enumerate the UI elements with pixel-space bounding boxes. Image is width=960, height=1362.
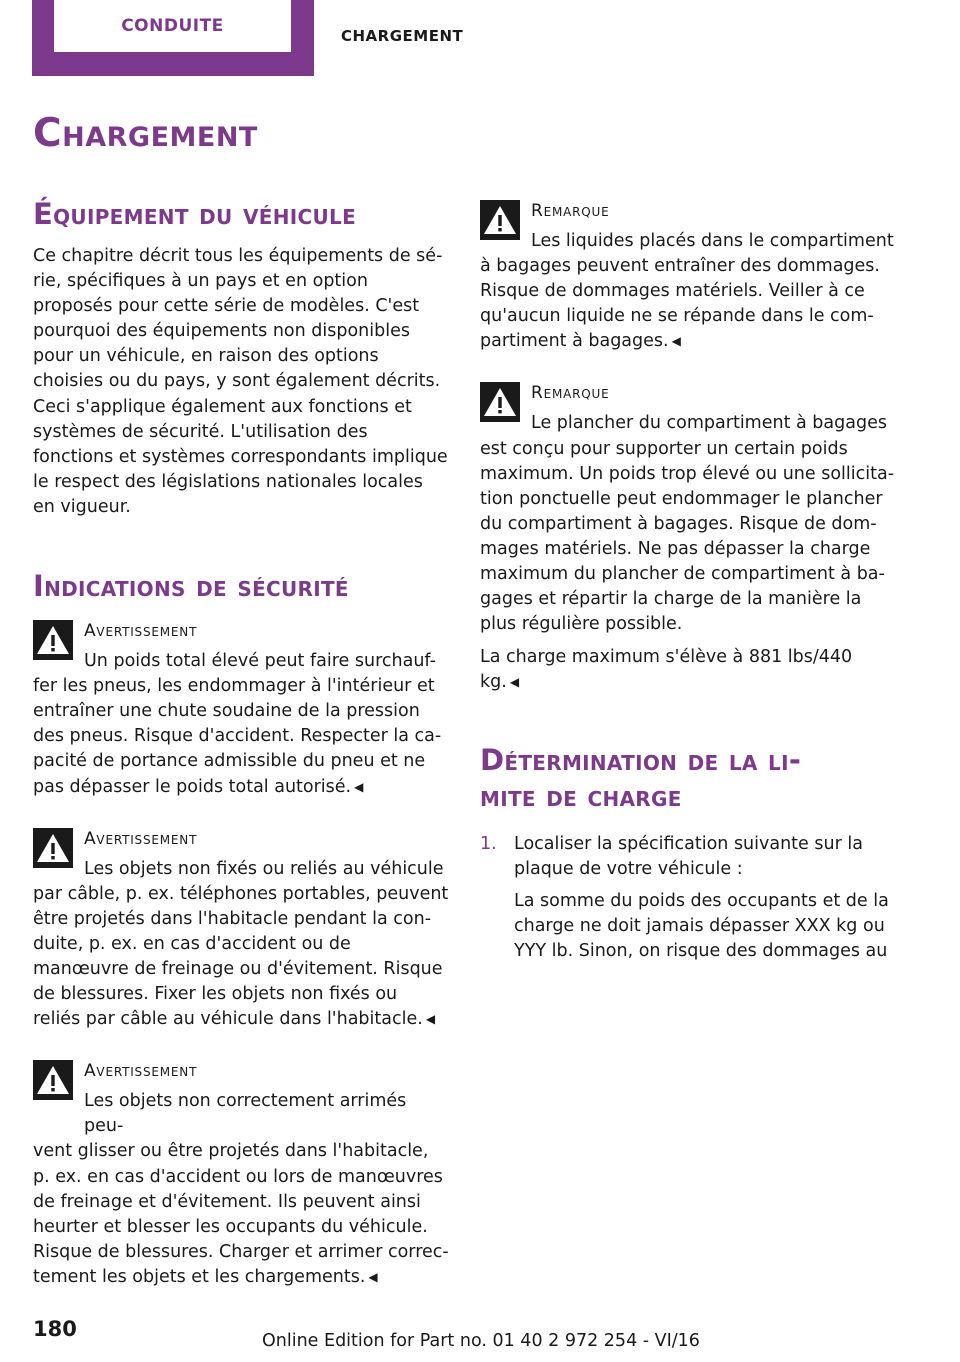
note-block (480, 380, 896, 637)
page-title: Chargement (33, 111, 258, 156)
note-text-first: Les liquides placés dans le compartiment (531, 231, 894, 251)
warning-block (33, 618, 449, 800)
note-text-first: Le plancher du compartiment à bagages (531, 413, 887, 434)
warning-block (33, 826, 449, 1033)
warning-icon (480, 382, 520, 422)
end-mark-icon: ◀ (354, 779, 364, 794)
warning-icon (33, 620, 73, 660)
list-item-subtext: La somme du poids des occupants et de la charge ne doit jamais dépasser XXX kg ou YYY lb. Sinon, on risque des dommages au (514, 890, 889, 961)
list-item (480, 832, 896, 964)
warning-label: Avertissement (84, 1061, 198, 1082)
section-title-limite (480, 742, 896, 814)
section-text-equipement: Ce chapitre décrit tous les équipements de série, spécifiques à un pays et en option proposés pour cette série de modèles. C'est pourquoi des équipements non disponibles pour un véhicule, en raison des options choisies ou du pays, y sont également décrits. Ceci s'applique également aux fonctions et systèmes de sécurité. L'utilisation des fonctions et systèmes correspondants implique le respect des législations nationales locales en vigueur. (33, 246, 448, 517)
footer-edition: Online Edition for Part no. 01 40 2 972 254 - VI/16 (262, 1331, 700, 1351)
end-mark-icon: ◀ (509, 675, 520, 690)
warning-icon (33, 1060, 73, 1100)
note-text: est conçu pour supporter un certain poids maximum. Un poids trop élevé ou une sollicitation ponctuelle peut endommager le plancher du compartiment à bagages. Risque de dommages matériels. Ne pas dépasser la charge maximum du plancher de compartiment à bagages et répartir la charge de la manière la plus régulière possible. (480, 438, 895, 635)
tab-conduite[interactable] (32, 0, 314, 76)
end-mark-icon: ◀ (425, 1012, 436, 1027)
section-title-limite-line2: mite de charge (480, 778, 682, 813)
warning-text-first: Les objets non correctement arrimés peu- (84, 1091, 407, 1137)
page-number: 180 (33, 1317, 77, 1341)
warning-text: fer les pneus, les endommager à l'intérieur et entraîner une chute soudaine de la pression des pneus. Risque d'accident. Respecter la capacité de portance admissible du pneu et ne pas dépasser le poids total autorisé. (33, 676, 442, 797)
note-label: Remarque (531, 201, 610, 221)
tab-conduite-label: CONDUITE (121, 16, 224, 36)
max-load-text: La charge maximum s'élève à 881 lbs/440 kg. (480, 647, 853, 693)
section-title-limite-line1: Détermination de la li- (480, 742, 802, 777)
note-block (480, 198, 896, 354)
right-column (480, 196, 896, 964)
tab-conduite-inner (54, 0, 291, 52)
warning-block (33, 1058, 449, 1290)
section-title-securite: Indications de sécurité (33, 569, 349, 604)
end-mark-icon: ◀ (368, 1269, 378, 1284)
note-label: Remarque (531, 383, 610, 404)
warning-text: vent glisser ou être projetés dans l'habitacle, p. ex. en cas d'accident ou lors de manœuvres de freinage et d'évitement. Ils peuvent ainsi heurter et blesser les occupants du véhicule. Risque de blessures. Charger et arrimer correctement les objets et les chargements. (33, 1141, 449, 1287)
warning-icon (33, 828, 73, 868)
note-text-container (480, 254, 896, 354)
list-item-text: Localiser la spécification suivante sur la plaque de votre véhicule : (514, 833, 863, 879)
warning-label: Avertissement (84, 621, 198, 642)
warning-icon (480, 200, 520, 240)
note-text: à bagages peuvent entraîner des dommages. Risque de dommages matériels. Veiller à ce qu'aucun liquide ne se répande dans le compartiment à bagages. (480, 256, 880, 352)
warning-text-container (33, 1139, 449, 1290)
section-title-equipement: Équipement du véhicule (33, 197, 357, 231)
list-number: 1. (480, 833, 497, 854)
warning-text-container (33, 882, 449, 1033)
max-load-container (480, 645, 896, 695)
end-mark-icon: ◀ (671, 334, 681, 349)
tab-chargement[interactable]: CHARGEMENT (341, 27, 464, 45)
warning-text-first: Les objets non fixés ou reliés au véhicule (84, 858, 444, 879)
warning-text-first: Un poids total élevé peut faire surchauf- (84, 651, 436, 672)
warning-text-container (33, 674, 449, 799)
warning-label: Avertissement (84, 828, 198, 849)
warning-text: par câble, p. ex. téléphones portables, peuvent être projetés dans l'habitacle pendant la conduite, p. ex. en cas d'accident ou de manœuvre de freinage ou d'évitement. Risque de blessures. Fixer les objets non fixés ou reliés par câble au véhicule dans l'habitacle. (33, 883, 449, 1030)
left-column (33, 196, 449, 1290)
